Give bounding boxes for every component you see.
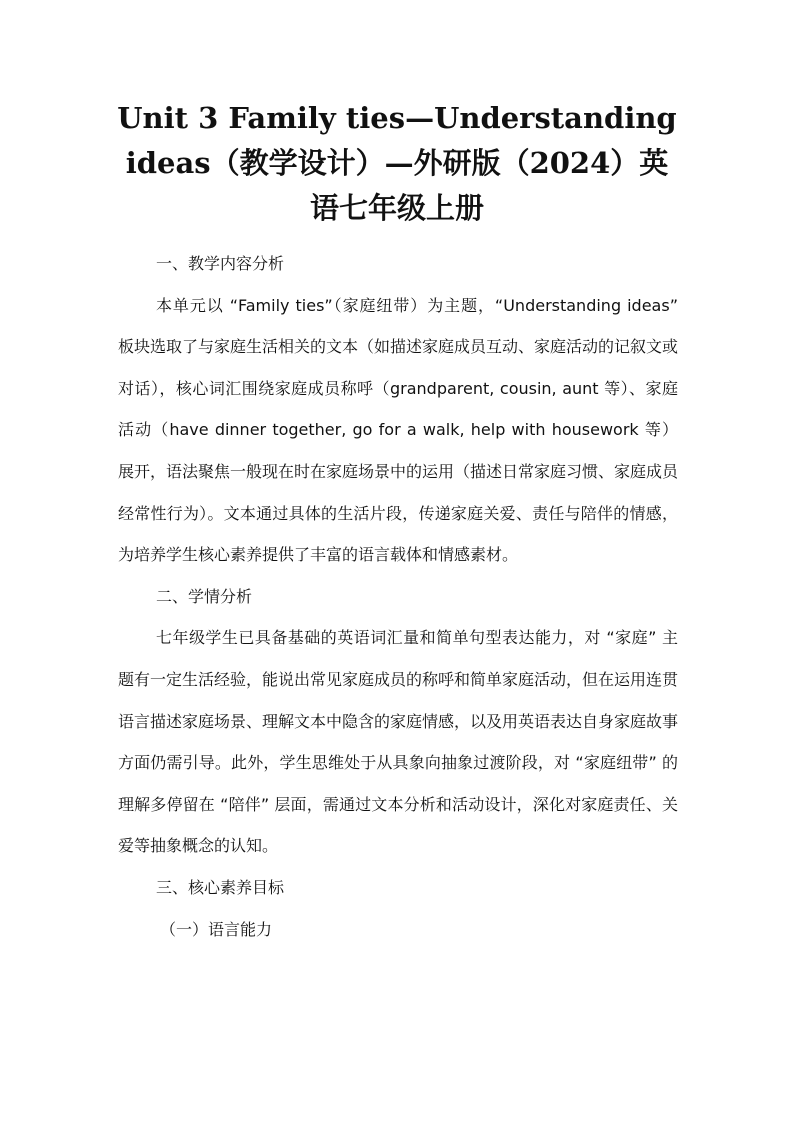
subsection-heading-language-ability: （一）语言能力 (160, 919, 273, 939)
section-paragraph-student-analysis: 七年级学生已具备基础的英语词汇量和简单句型表达能力，对 “家庭” 主题有一定生活经验，能说出常见家庭成员的称呼和简单家庭活动，但在运用连贯语言描述家庭场景、理解文本中隐含的家庭情感，以及用英语表达自身家庭故事方面仍需引导。此外，学生思维处于从具象向抽象过渡阶段，对 “家庭纽带” 的理解多停留在 “陪伴” 层面，需通过文本分析和活动设计，深化对家庭责任、关爱等抽象概念的认知。 (118, 628, 679, 856)
section-paragraph-content-analysis: 本单元以 “Family ties”（家庭纽带）为主题，“Understanding ideas” 板块选取了与家庭生活相关的文本（如描述家庭成员互动、家庭活动的记叙文或对话），核心词汇围绕家庭成员称呼（grandparent, cousin, aunt 等）、家庭活动（have dinner together, go for a walk, help with housework 等）展开，语法聚焦一般现在时在家庭场景中的运用（描述日常家庭习惯、家庭成员经常性行为）。文本通过具体的生活片段，传递家庭关爱、责任与陪伴的情感，为培养学生核心素养提供了丰富的语言载体和情感素材。 (118, 295, 679, 565)
document-body (118, 243, 678, 950)
section-heading-core-objectives: 三、核心素养目标 (156, 877, 285, 897)
document-title (110, 96, 684, 231)
section-heading-content-analysis: 一、教学内容分析 (156, 254, 285, 273)
title-line: 语七年级上册 (309, 191, 484, 225)
title-line: Unit 3 Family ties—Understanding (117, 101, 677, 135)
section-heading-student-analysis: 二、学情分析 (156, 586, 253, 606)
title-line: ideas（教学设计）—外研版（2024）英 (125, 146, 669, 180)
